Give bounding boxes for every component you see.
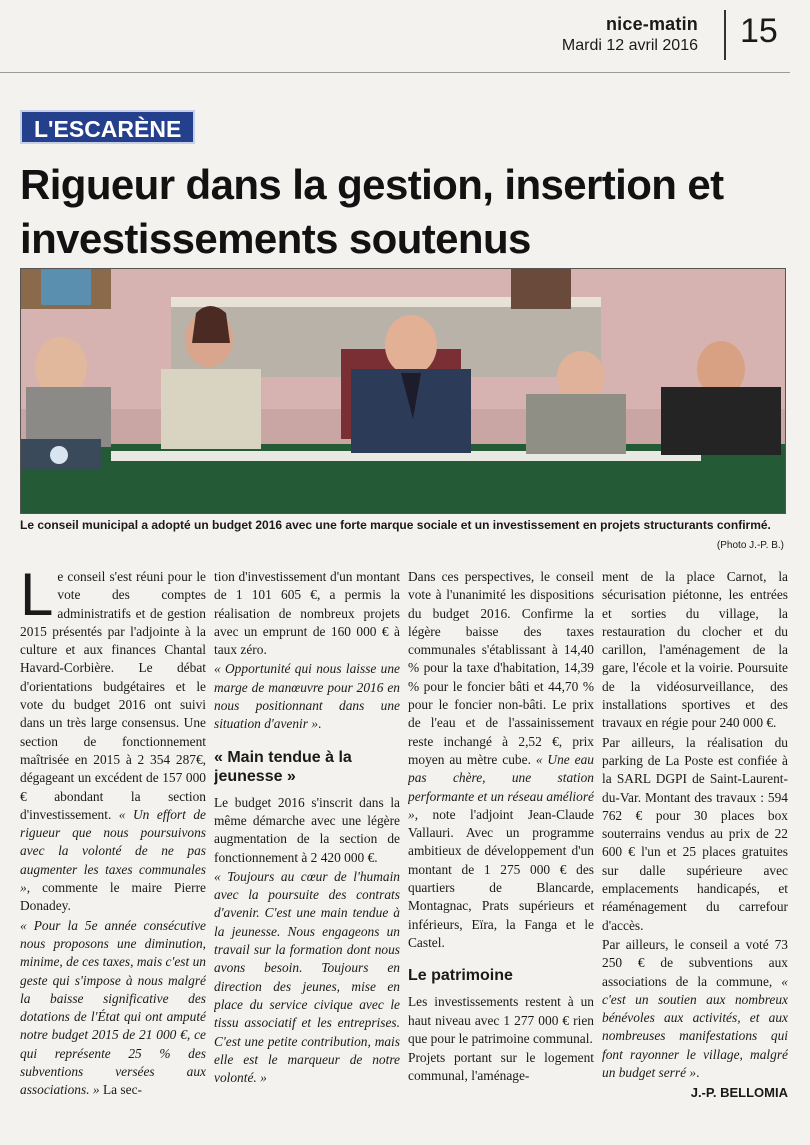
article-column-3 bbox=[408, 568, 594, 1136]
author-signature: J.-P. BELLOMIA bbox=[690, 1085, 788, 1101]
text-run: . bbox=[696, 1065, 700, 1081]
paragraph: Les investissements restent à un haut niveau avec 1 277 000 € rien que pour le patrimoine communal. bbox=[408, 994, 594, 1046]
text-run: . bbox=[318, 716, 322, 732]
quote: « Toujours au cœur de l'humain avec la poursuite des contrats d'avenir. C'est une main tendue à la jeunesse. Nous engageons un travail sur la formation dont nous avons besoin. Toujours en direction des jeunes, mise en place du service civique avec le tissu associatif et les entreprises. C'est une petite contribution, mais elle est le marqueur de notre volonté. » bbox=[214, 868, 400, 1086]
section-kicker: L'ESCARÈNE bbox=[20, 110, 195, 144]
photo-caption: Le conseil municipal a adopté un budget 2016 avec une forte marque sociale et un investissement en projets structurants confirmé. bbox=[20, 518, 771, 532]
issue-date: Mardi 12 avril 2016 bbox=[561, 37, 698, 54]
article-column-2 bbox=[214, 568, 400, 1136]
quote: « Pour la 5e année consécutive nous proposons une diminution, minime, de ces taxes, mais c'est un geste qui s'impose à nous malgré la baisse significative des dotations de l'État qui ont amputé notre budget 2015 de 21 000 €, ce qui représente 25 % des subventions versées aux associations. » bbox=[20, 917, 206, 1098]
text-run: e conseil s'est réuni pour le vote des comptes administratifs et de gestion 2015 présentés par l'adjointe à la culture et aux finances Chantal Havard-Corbière. Le débat d'orientations budgétaires et le vote du budget 2016 ont suivi dans un très large consensus. Une section de fonctionnement maîtrisée en 2015 à 2 354 287€, dégageant un excédent de 157 000 € abondant la section d'investissement. bbox=[20, 569, 206, 822]
paragraph bbox=[408, 568, 594, 952]
paragraph: ment de la place Carnot, la sécurisation piétonne, les entrées et sorties du village, la restauration du clocher et du carillon, l'aménagement de la gare, l'école et la voirie. Poursuite de la vidéosurveillance, des installations sportives et des travaux en régie pour 240 000 €. bbox=[602, 569, 788, 731]
paragraph bbox=[602, 936, 788, 1082]
quote: « c'est un soutien aux nombreux bénévoles aux activités, et aux nombreuses manifestations qui font rayonner le village, malgré un budget serré » bbox=[602, 973, 788, 1081]
masthead-divider bbox=[724, 10, 726, 60]
paragraph bbox=[214, 868, 400, 1088]
council-meeting-image bbox=[21, 269, 785, 513]
drop-cap: L bbox=[20, 568, 54, 628]
page-number: 15 bbox=[740, 12, 778, 50]
paragraph bbox=[20, 568, 206, 916]
masthead bbox=[0, 0, 790, 73]
headline: Rigueur dans la gestion, insertion et investissements soutenus bbox=[20, 161, 724, 262]
text-run: , note l'adjoint Jean-Claude Vallauri. Avec un programme ambitieux de développement d'un montant de 1 275 000 € des quartiers de Blancarde, Montagnac, Prats supérieurs et inférieurs, Eïra, la Fanga et le Castel. bbox=[408, 806, 594, 950]
newspaper-header bbox=[562, 14, 698, 55]
text-run: Dans ces perspectives, le conseil vote à l'unanimité les dispositions du budget 2016. Confirme la légère baisse des taxes communales s'établissant à 14,40 % pour la taxe d'habitation, 14,39 % pour le foncier bâti et 44,70 % pour le foncier non-bâti. Le prix de l'eau et de l'assainissement reste inchangé à 2,52 €, prix moyen au mètre cube. bbox=[408, 569, 594, 767]
quote: « Opportunité qui nous laisse une marge de manœuvre pour 2016 en nous positionnant dans une situation d'avenir » bbox=[214, 661, 400, 732]
article-column-4 bbox=[602, 568, 788, 1136]
photo-credit: (Photo J.-P. B.) bbox=[716, 540, 784, 551]
paragraph: Projets portant sur le logement communal, l'aménage- bbox=[408, 1050, 594, 1084]
text-run: , commente le maire Pierre Donadey. bbox=[20, 880, 206, 914]
subheading: Le patrimoine bbox=[408, 967, 513, 985]
quote: « Une eau pas chère, une station performante et un réseau amélioré » bbox=[408, 751, 594, 822]
paragraph: Le budget 2016 s'inscrit dans la même démarche avec une légère augmentation de la section de fonctionnement à 2 420 000 €. bbox=[214, 794, 400, 865]
paragraph bbox=[20, 917, 206, 1100]
quote: « Un effort de rigueur que nous poursuivons avec la volonté de ne pas augmenter les taxes communales » bbox=[20, 806, 206, 896]
article-column-1 bbox=[20, 568, 206, 1136]
subheading: « Main tendue à la jeunesse » bbox=[214, 748, 352, 785]
article-photo bbox=[20, 268, 786, 514]
text-run: Par ailleurs, le conseil a voté 73 250 € de subventions aux associations de la commune, bbox=[602, 936, 788, 989]
paragraph: Par ailleurs, la réalisation du parking de La Poste est confiée à la SARL DGPI de Saint-Laurent-du-Var. Montant des travaux : 594 762 € pour 30 places box souterrains vendus au prix de 22 600 € l'un et 25 places gratuites sur dalle supérieure avec emplacements handicapés, et réaménagement du carrefour d'accès. bbox=[602, 734, 788, 933]
paragraph bbox=[214, 660, 400, 733]
newspaper-name: nice-matin bbox=[605, 14, 698, 34]
text-run: La sec- bbox=[99, 1082, 142, 1098]
paragraph: tion d'investissement d'un montant de 1 101 605 €, a permis la réalisation de nombreux projets avec un emprunt de 160 000 € à taux zéro. bbox=[214, 569, 400, 658]
